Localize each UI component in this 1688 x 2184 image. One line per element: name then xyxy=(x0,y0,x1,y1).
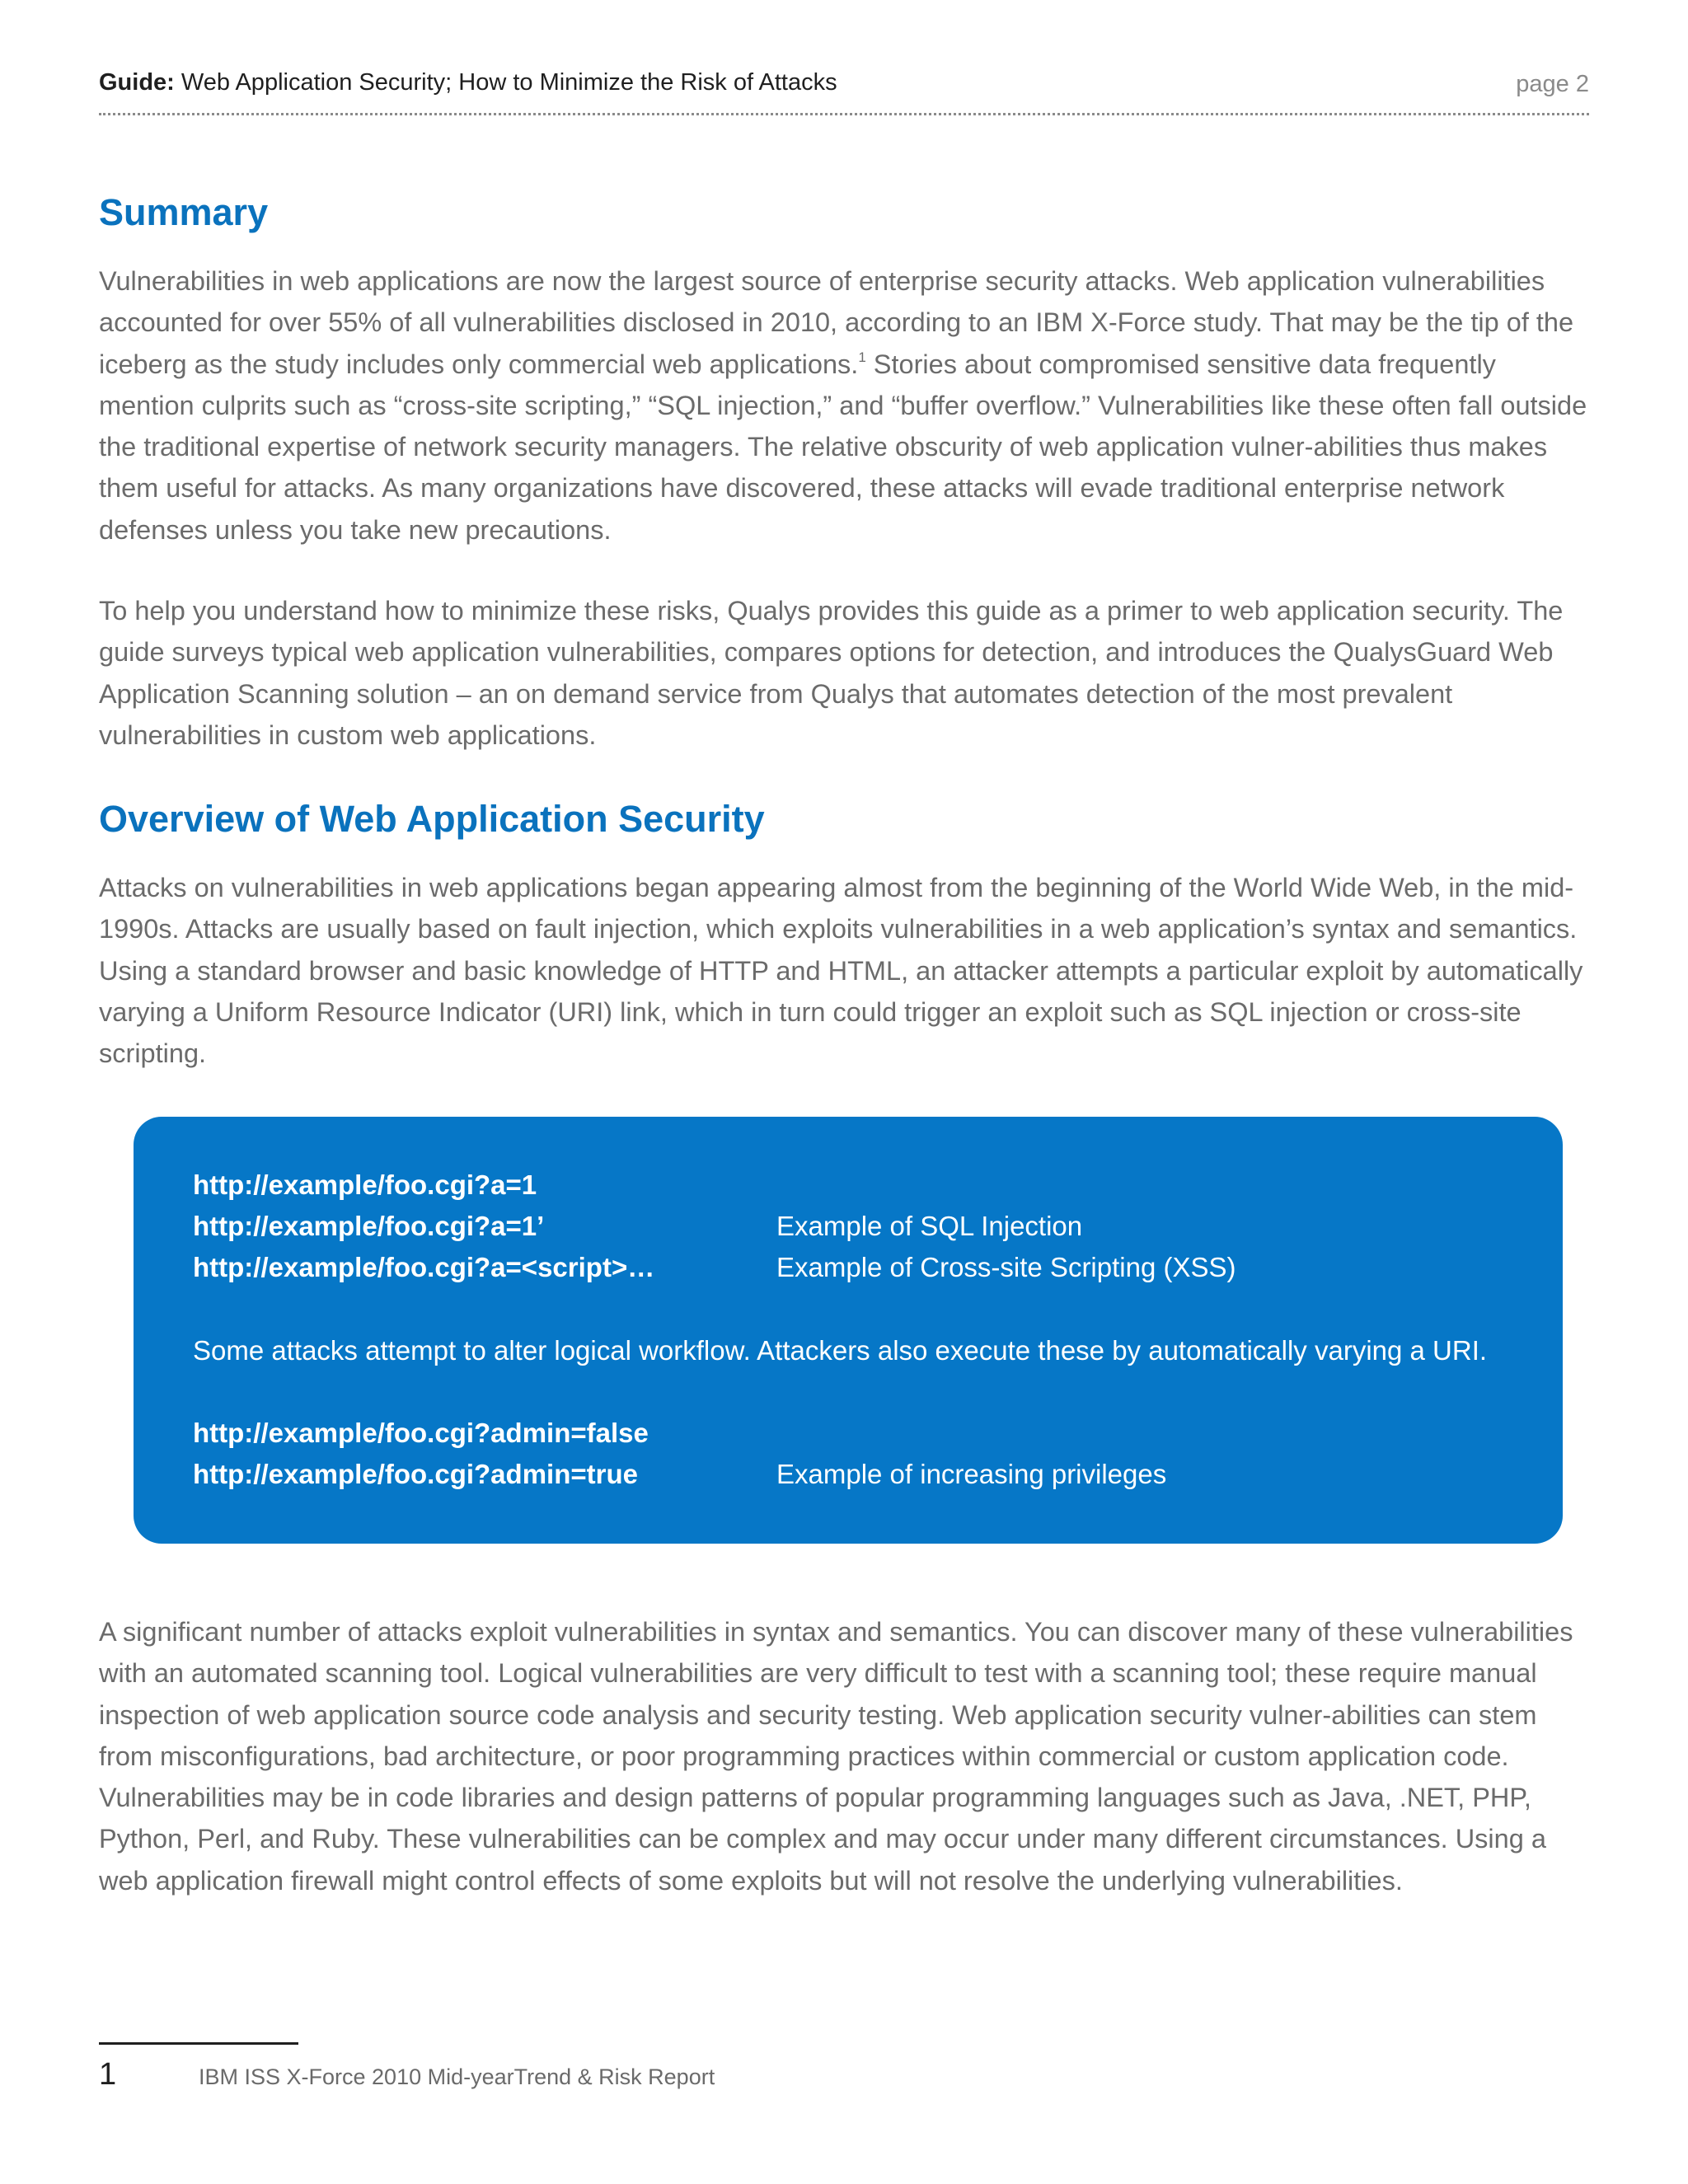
page-number: page 2 xyxy=(1516,71,1589,97)
example-url-admin-true: http://example/foo.cgi?admin=true xyxy=(193,1459,638,1489)
example-desc-xss: Example of Cross-site Scripting (XSS) xyxy=(776,1252,1236,1282)
document-title-text: Web Application Security; How to Minimize the Risk of Attacks xyxy=(181,69,837,96)
example-desc-privileges: Example of increasing privileges xyxy=(776,1459,1167,1489)
summary-paragraph-1 xyxy=(99,260,1591,551)
summary-paragraph-1-end: Stories about compromised sensitive data frequently mention culprits such as “cross-site scripting,” “SQL injection,” and “buffer overflow.” Vulnerabilities like these often fall outside the traditional expertise of network security managers. The relative obscurity of web application vulner-abilities thus makes them useful for attacks. As many organizations have discovered, these attacks will evade traditional enterprise network defenses unless you take new precautions. xyxy=(99,349,1587,545)
summary-heading: Summary xyxy=(99,191,269,233)
footnote-text: IBM ISS X-Force 2010 Mid-yearTrend & Risk Report xyxy=(199,2064,715,2089)
overview-paragraph-2: A significant number of attacks exploit vulnerabilities in syntax and semantics. You can discover many of these vulnerabilities with an automated scanning tool. Logical vulnerabilities are very difficult to test with a scanning tool; these require manual inspection of web application source code analysis and security testing. Web application security vulner-abilities can stem from misconfigurations, bad architecture, or poor programming practices within commercial or custom application code. Vulnerabilities may be in code libraries and design patterns of popular programming languages such as Java, .NET, PHP, Python, Perl, and Ruby. These vulnerabilities can be complex and may occur under many different circumstances. Using a web application firewall might control effects of some exploits but will not resolve the underlying vulnerabilities. xyxy=(99,1617,1573,1896)
summary-paragraph-1-start: Vulnerabilities in web applications are now the largest source of enterprise security attacks. Web application vulnerabilities accounted for over 55% of all vulnerabilities disclosed in 2010, according to an IBM X-Force study. That may be the tip of the iceberg as the study includes only commercial web applications. xyxy=(99,266,1574,379)
footnote-divider xyxy=(99,2042,298,2045)
page-header xyxy=(99,69,1589,102)
callout-note: Some attacks attempt to alter logical workflow. Attackers also execute these by automatically varying a URI. xyxy=(193,1335,1488,1366)
summary-paragraph-2: To help you understand how to minimize these risks, Qualys provides this guide as a primer to web application security. The guide surveys typical web application vulnerabilities, compares options for detection, and introduces the QualysGuard Web Application Scanning solution – an on demand service from Qualys that automates detection of the most prevalent vulnerabilities in custom web applications. xyxy=(99,596,1564,750)
document-title xyxy=(99,69,837,96)
example-desc-sql-injection: Example of SQL Injection xyxy=(776,1211,1083,1241)
example-url-xss: http://example/foo.cgi?a=<script>… xyxy=(193,1252,655,1282)
attack-examples-callout xyxy=(134,1117,1563,1544)
example-url-basic: http://example/foo.cgi?a=1 xyxy=(193,1169,537,1200)
header-divider xyxy=(99,113,1589,115)
example-url-admin-false: http://example/foo.cgi?admin=false xyxy=(193,1418,649,1448)
document-title-label: Guide: xyxy=(99,69,175,96)
overview-heading: Overview of Web Application Security xyxy=(99,798,765,840)
example-url-sql-injection: http://example/foo.cgi?a=1’ xyxy=(193,1211,545,1241)
footnote-reference: 1 xyxy=(858,349,866,365)
footnote-number: 1 xyxy=(99,2057,117,2092)
overview-paragraph-1: Attacks on vulnerabilities in web applications began appearing almost from the beginning of the World Wide Web, in the mid-1990s. Attacks are usually based on fault injection, which exploits vulnerabilities in a web application’s syntax and semantics. Using a standard browser and basic knowledge of HTTP and HTML, an attacker attempts a particular exploit by automatically varying a Uniform Resource Indicator (URI) link, which in turn could trigger an exploit such as SQL injection or cross-site scripting. xyxy=(99,873,1583,1069)
